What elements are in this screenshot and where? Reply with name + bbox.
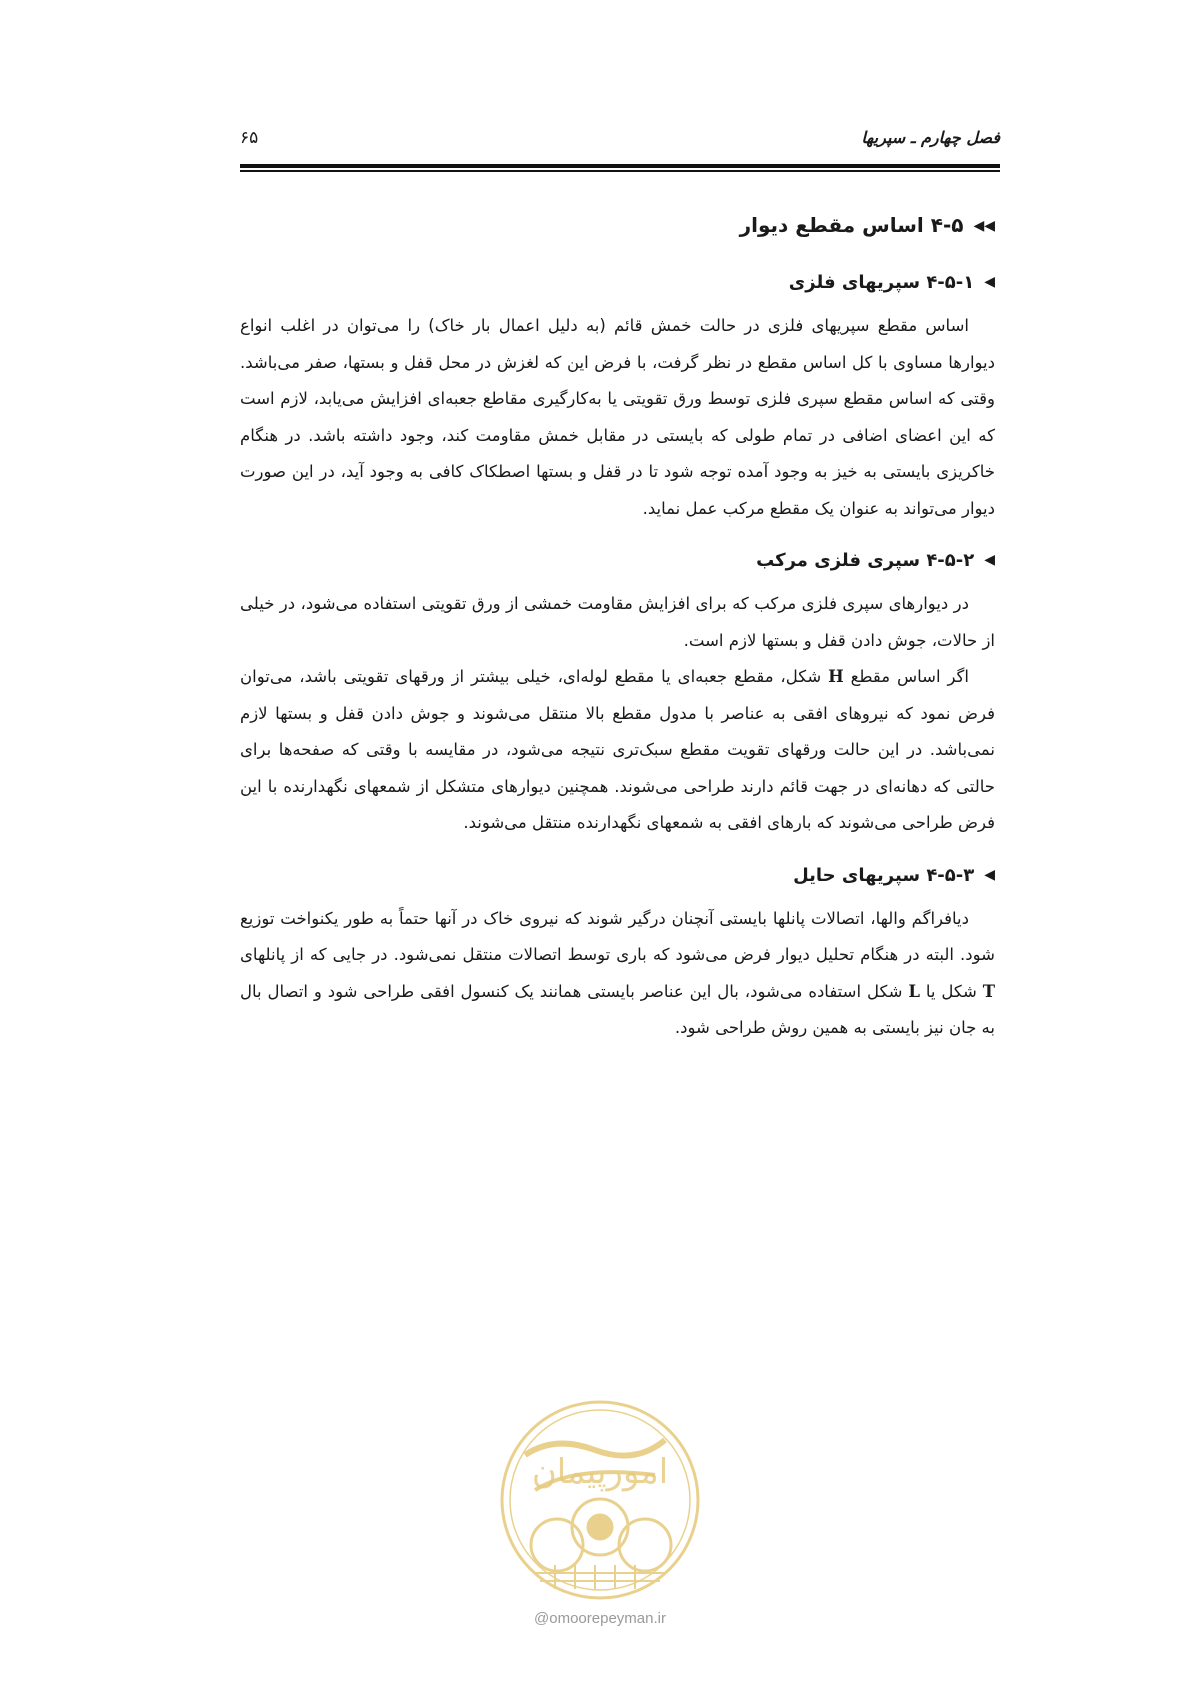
subsection-heading [240, 267, 995, 298]
subsection-heading [240, 860, 995, 891]
triangle-icon: ◀ [984, 866, 995, 883]
subsection-heading [240, 545, 995, 576]
text-run: شکل، مقطع جعبه‌ای یا مقطع لوله‌ای، خیلی بیشتر از ورقهای تقویتی باشد، می‌توان فرض نمود که نیروهای افقی به عناصر با مدول مقطع بالا منتقل می‌شوند و جوش دادن قفل و بستها لازم نمی‌باشد. در این حالت ورقهای تقویت مقطع سبک‌تری نتیجه می‌شود، در مقایسه با وقتی که صفحه‌ها برای حالتی که دهانه‌ای در جهت قائم دارند طراحی می‌شوند. همچنین دیوارهای متشکل از شمعهای نگهدارنده با این فرض طراحی می‌شوند که بارهای افقی به شمعهای نگهدارنده منتقل می‌شوند. [240, 667, 995, 832]
section-shape-letter: H [828, 667, 844, 686]
section-heading [240, 210, 995, 241]
header-rule-thick [240, 164, 1000, 168]
page-content [240, 210, 995, 1047]
page-header [240, 124, 1000, 154]
section-title: اساس مقطع دیوار [739, 213, 924, 237]
watermark-logo [495, 1395, 705, 1605]
text-run: شکل یا [919, 981, 983, 1001]
section-shape-letter: T [982, 981, 995, 1001]
paragraph: اساس مقطع سپریهای فلزی در حالت خمش قائم (به دلیل اعمال بار خاک) را می‌توان در اغلب انواع دیوارها مساوی با کل اساس مقطع در نظر گرفت، با فرض این که لغزش در محل قفل و بستها، صفر می‌باشد. وقتی که اساس مقطع سپری فلزی توسط ورق تقویتی یا به‌کارگیری مقاطع جعبه‌ای افزایش می‌یابد، لازم است که این اعضای اضافی در تمام طولی که بایستی در مقابل خمش مقاومت کند، وجود داشته باشد. در هنگام خاکریزی بایستی به خیز به وجود آمده توجه شود تا در قفل و بستها اصطکاک کافی به وجود آید، در این صورت دیوار می‌تواند به عنوان یک مقطع مرکب عمل نماید. [240, 316, 995, 518]
paragraph [240, 901, 995, 1047]
subsection-title: سپریهای حایل [793, 864, 921, 886]
subsection-number: ۴-۵-۱ [926, 272, 975, 293]
subsection-number: ۴-۵-۲ [926, 550, 975, 571]
subsection-title: سپریهای فلزی [788, 272, 921, 293]
triangle-icon: ◀ [984, 274, 995, 290]
section-number: ۴-۵ [930, 213, 964, 237]
watermark-logo-text: امورپیمان [531, 1452, 669, 1492]
page-number: ۶۵ [240, 128, 259, 148]
running-head: فصل چهارم ـ سپریها [861, 128, 1000, 147]
subsection-title: سپری فلزی مرکب [756, 550, 921, 571]
subsection-number: ۴-۵-۳ [926, 864, 975, 886]
watermark-caption: @omoorepeyman.ir [534, 1610, 666, 1627]
text-run: دیافراگم والها، اتصالات پانلها بایستی آنچنان درگیر شوند که نیروی خاک در آنها حتماً به طور یکنواخت توزیع شود. البته در هنگام تحلیل دیوار فرض می‌شود که باری توسط اتصالات منتقل نمی‌شود. در جایی که از پانلهای [240, 908, 995, 964]
text-run: اگر اساس مقطع [843, 667, 969, 686]
paragraph [240, 659, 995, 842]
watermark-caption-text: omoorepeyman.ir [549, 1610, 666, 1627]
section-shape-letter: L [908, 981, 920, 1001]
text-run: شکل استفاده می‌شود، بال این عناصر بایستی همانند یک کنسول افقی طراحی شود و اتصال بال به جان نیز بایستی به همین روش طراحی شود. [240, 981, 995, 1037]
triangle-icon: ◀ [984, 552, 995, 568]
header-rule-thin [240, 170, 1000, 172]
double-triangle-icon: ◀◀ [973, 218, 995, 234]
paragraph: در دیوارهای سپری فلزی مرکب که برای افزایش مقاومت خمشی از ورق تقویتی استفاده می‌شود، در خیلی از حالات، جوش دادن قفل و بستها لازم است. [240, 594, 995, 650]
